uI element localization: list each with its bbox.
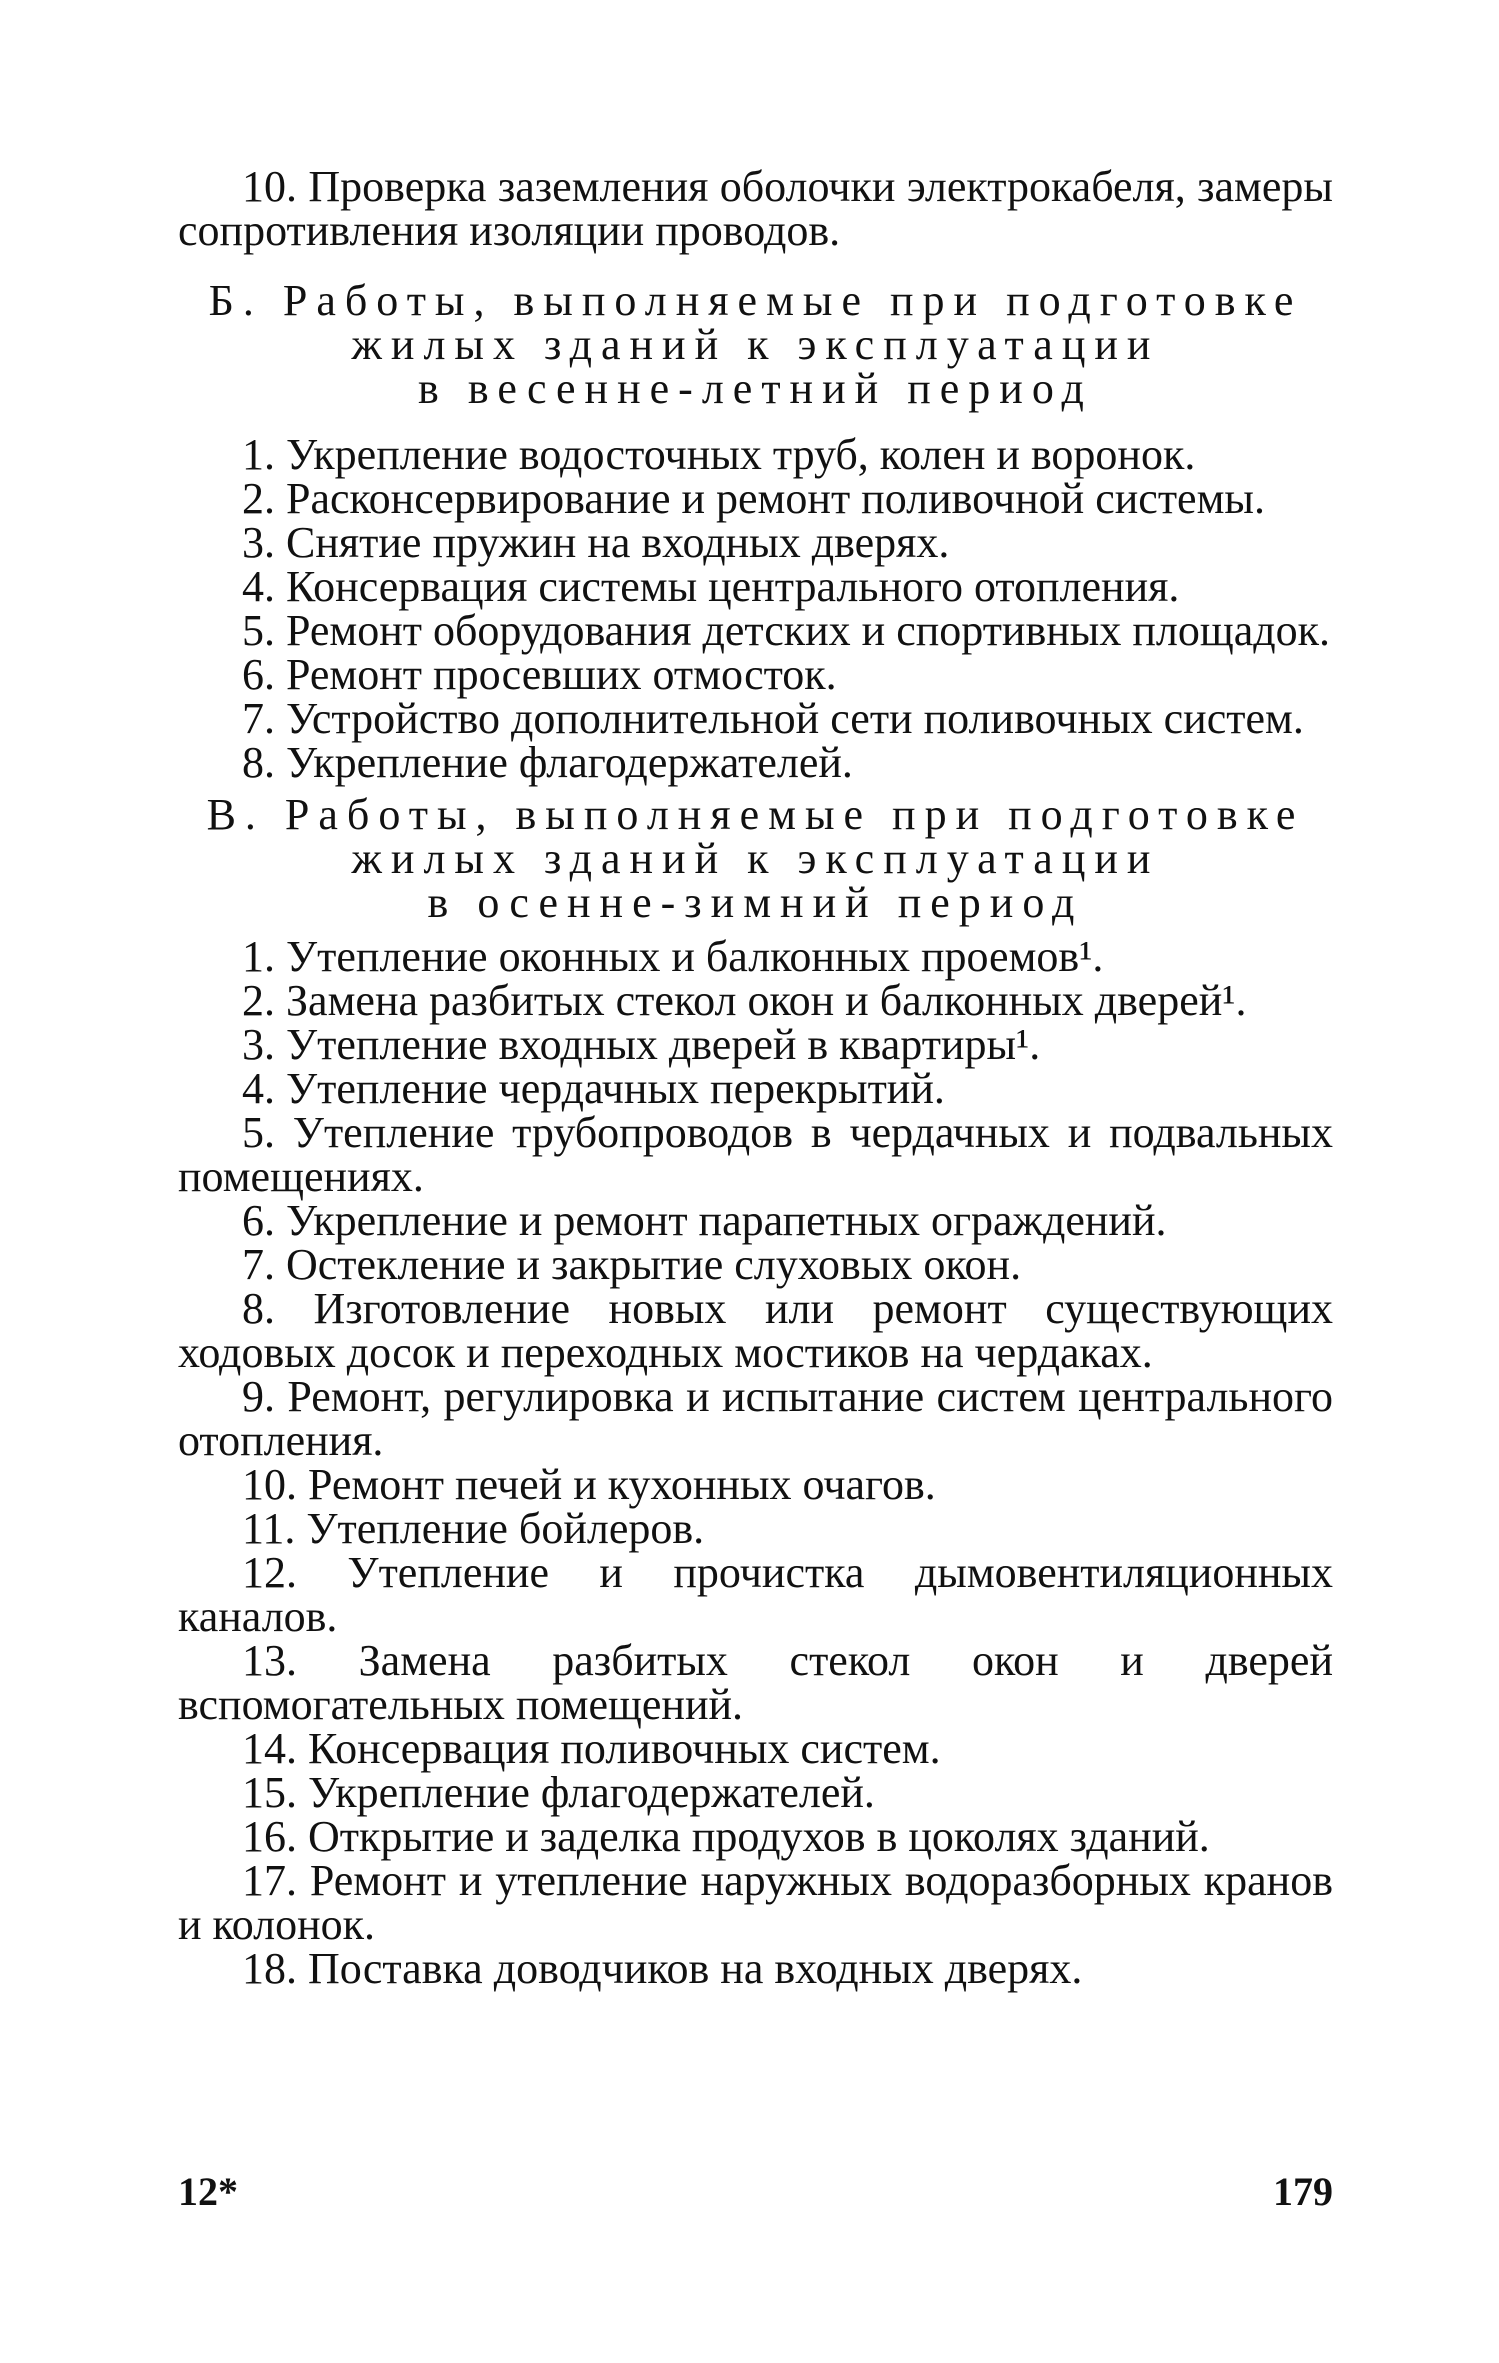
list-item: 2. Замена разбитых стекол окон и балконных дверей¹. (242, 976, 1247, 1025)
page-body (178, 162, 1333, 1993)
list-item: 1. Укрепление водосточных труб, колен и воронок. (242, 430, 1196, 479)
list-item: 11. Утепление бойлеров. (242, 1504, 705, 1553)
signature-mark: 12* (178, 2169, 238, 2214)
list-item: 9. Ремонт, регулировка и испытание систем центрального отопления. (178, 1372, 1333, 1465)
section-b-heading (178, 276, 1333, 413)
section-v-heading-line-2: жилых зданий к эксплуатации (351, 834, 1160, 883)
list-item: 7. Устройство дополнительной сети поливочных систем. (242, 694, 1304, 743)
list-item: 1. Утепление оконных и балконных проемов¹. (242, 932, 1104, 981)
list-item: 14. Консервация поливочных систем. (242, 1724, 941, 1773)
page-number: 179 (1273, 2169, 1333, 2214)
section-b-heading-line-2: жилых зданий к эксплуатации (351, 320, 1160, 369)
section-v-heading-line-1: В. Работы, выполняемые при подготовке (206, 790, 1305, 839)
list-item: 5. Утепление трубопроводов в чердачных и подвальных помещениях. (178, 1108, 1333, 1201)
section-b-heading-line-1: Б. Работы, выполняемые при подготовке (208, 276, 1303, 325)
intro-item: 10. Проверка заземления оболочки электрокабеля, замеры сопротивления изоляции проводов. (178, 162, 1333, 255)
list-item: 10. Ремонт печей и кухонных очагов. (242, 1460, 936, 1509)
list-item: 5. Ремонт оборудования детских и спортивных площадок. (242, 606, 1331, 655)
list-item: 4. Утепление чердачных перекрытий. (242, 1064, 945, 1113)
list-item: 16. Открытие и заделка продухов в цоколях зданий. (242, 1812, 1210, 1861)
list-item: 2. Расконсервирование и ремонт поливочной системы. (242, 474, 1265, 523)
list-item: 17. Ремонт и утепление наружных водоразборных кранов и колонок. (178, 1856, 1333, 1949)
list-item: 13. Замена разбитых стекол окон и дверей вспомогательных помещений. (178, 1636, 1333, 1729)
list-item: 3. Утепление входных дверей в квартиры¹. (242, 1020, 1041, 1069)
section-b-list (178, 430, 1333, 787)
list-item: 12. Утепление и прочистка дымовентиляционных каналов. (178, 1548, 1333, 1641)
list-item: 18. Поставка доводчиков на входных дверях. (242, 1944, 1083, 1993)
list-item: 6. Ремонт просевших отмосток. (242, 650, 837, 699)
section-v-heading (178, 790, 1333, 927)
list-item: 3. Снятие пружин на входных дверях. (242, 518, 950, 567)
list-item: 15. Укрепление флагодержателей. (242, 1768, 875, 1817)
list-item: 7. Остекление и закрытие слуховых окон. (242, 1240, 1022, 1289)
list-item: 6. Укрепление и ремонт парапетных ограждений. (242, 1196, 1167, 1245)
list-item: 8. Укрепление флагодержателей. (242, 738, 853, 787)
section-v-heading-line-3: в осенне-зимний период (427, 878, 1084, 927)
list-item: 4. Консервация системы центрального отопления. (242, 562, 1180, 611)
list-item: 8. Изготовление новых или ремонт существующих ходовых досок и переходных мостиков на чердаках. (178, 1284, 1333, 1377)
section-v-list (178, 932, 1333, 1993)
section-b-heading-line-3: в весенне-летний период (418, 364, 1093, 413)
